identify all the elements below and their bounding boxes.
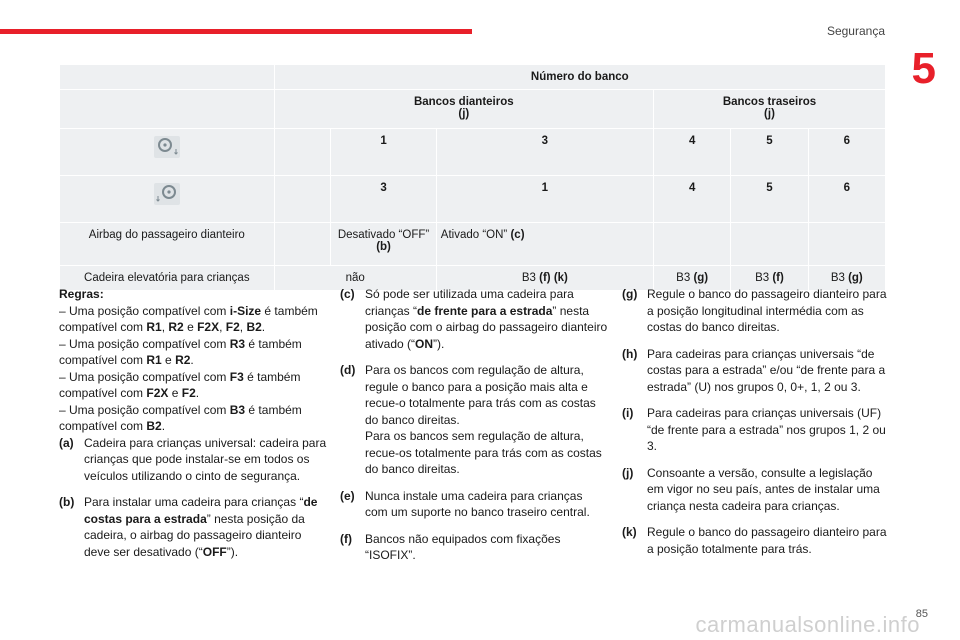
front-seats-header: Bancos dianteiros (j) <box>274 90 653 129</box>
note-a: (a) Cadeira para crianças universal: cadeira para crianças que pode instalar-se em todos os veículos utilizando o cinto de segurança. <box>59 435 327 483</box>
note-g: (g) Regule o banco do passageiro dianteiro para a posição longitudinal intermédia com as costas do banco direitas. <box>622 287 887 334</box>
section-title: Segurança <box>826 24 885 38</box>
chapter-number: 5 <box>911 44 936 93</box>
note-d: (d) Para os bancos com regulação de altura, regule o banco para a posição mais alta e recue-o totalmente para trás com as costas do banco direitas. Para os bancos sem regulação de altura, recue-os totalmente para trás com as costas do banco direitas. <box>340 363 602 476</box>
notes-column-1 <box>59 286 327 570</box>
rule-3: – Uma posição compatível com F3 é também compatível com F2X e F2. <box>59 369 301 400</box>
note-e: (e) Nunca instale uma cadeira para crianças com um suporte no banco traseiro central. <box>340 488 590 519</box>
table-row: 3 1 4 5 6 <box>60 176 886 223</box>
note-c: (c) Só pode ser utilizada uma cadeira para crianças “de frente para a estrada” nesta posição com o airbag do passageiro dianteiro ativado (“ON”). <box>340 287 608 351</box>
steering-wheel-left-icon <box>153 135 181 159</box>
table-subheader-row <box>60 90 886 129</box>
table-row: 1 3 4 5 6 <box>60 129 886 176</box>
table-row-airbag: Airbag do passageiro dianteiro Desativado “OFF” (b) Ativado “ON” (c) <box>60 223 886 266</box>
notes-column-2 <box>340 286 608 574</box>
note-h: (h) Para cadeiras para crianças universais “de costas para a estrada” e/ou “de frente para a estrada” (U) nos grupos 0, 0+, 1, 2 ou 3. <box>622 346 886 394</box>
rules-title: Regras: <box>59 287 104 301</box>
table-title: Número do banco <box>274 65 885 90</box>
note-f: (f) Bancos não equipados com fixações “ISOFIX”. <box>340 531 561 562</box>
rule-4: – Uma posição compatível com B3 é também compatível com B2. <box>59 402 302 433</box>
notes-column-3 <box>622 286 890 567</box>
table-row-booster: Cadeira elevatória para crianças não B3 (f) (k) B3 (g) B3 (f) B3 (g) <box>60 266 886 291</box>
rear-seats-header: Bancos traseiros (j) <box>653 90 885 129</box>
steering-wheel-right-icon <box>153 182 181 206</box>
table-header-row <box>60 65 886 90</box>
seat-compatibility-table <box>59 64 886 291</box>
note-i: (i) Para cadeiras para crianças universais (UF) “de frente para a estrada” nos grupos 1, 2 ou 3. <box>622 406 886 453</box>
rule-2: – Uma posição compatível com R3 é também compatível com R1 e R2. <box>59 336 302 367</box>
note-b: (b) Para instalar uma cadeira para crianças “de costas para a estrada” nesta posição da cadeira, o airbag do passageiro dianteiro deve ser desativado (“OFF”). <box>59 495 318 559</box>
page-number: 85 <box>915 608 928 620</box>
watermark: carmanualsonline.info <box>695 612 920 637</box>
note-k: (k) Regule o banco do passageiro dianteiro para a posição totalmente para trás. <box>622 525 887 556</box>
note-j: (j) Consoante a versão, consulte a legislação em vigor no seu país, antes de instalar uma criança nesta cadeira para crianças. <box>622 465 880 513</box>
rule-1: – Uma posição compatível com i-Size é também compatível com R1, R2 e F2X, F2, B2. <box>59 303 318 334</box>
header-accent-bar <box>0 29 472 34</box>
